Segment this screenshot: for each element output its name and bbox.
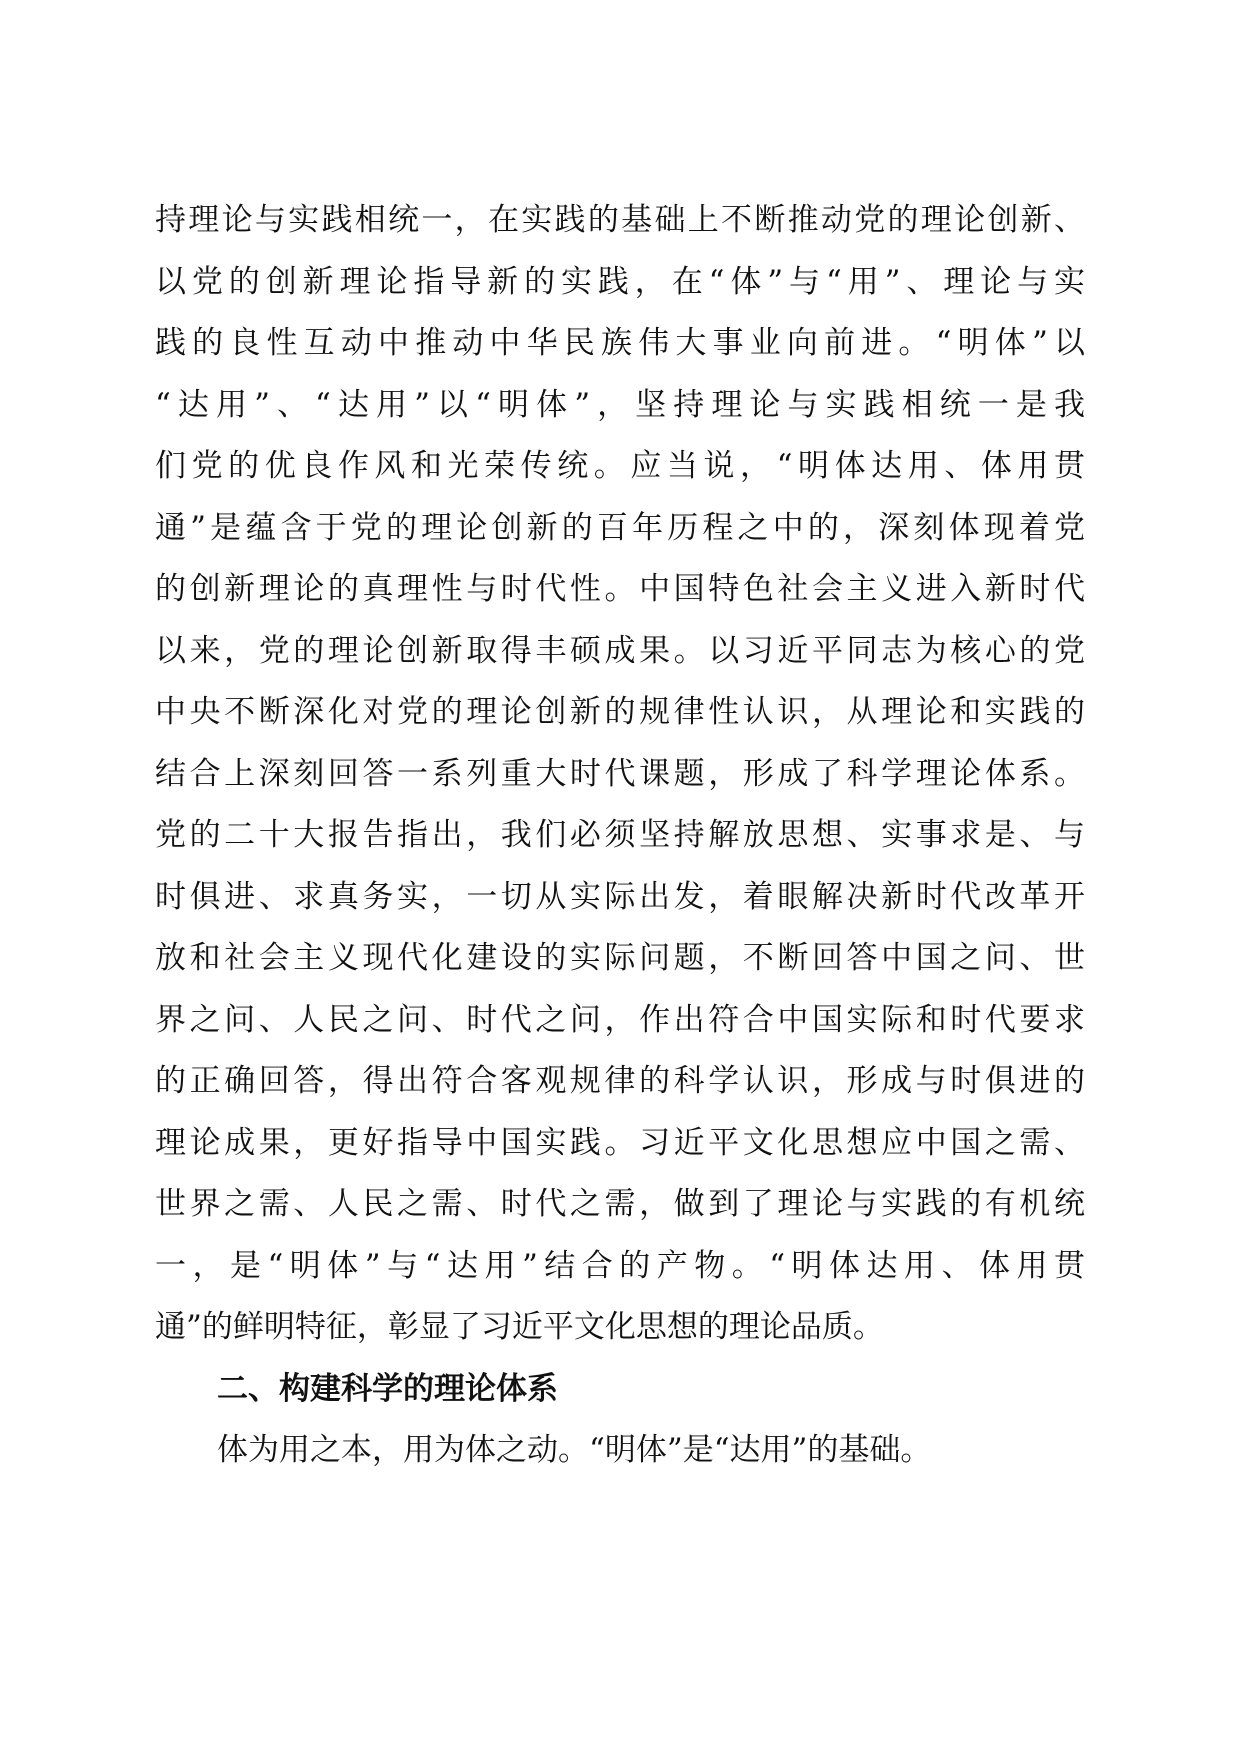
text-line: 时俱进、求真务实，一切从实际出发，着眼解决新时代改革开 (155, 878, 1085, 915)
text-line: 的正确回答，得出符合客观规律的科学认识，形成与时俱进的 (155, 1063, 1085, 1099)
text-line: 党的二十大报告指出，我们必须坚持解放思想、实事求是、与 (155, 817, 1085, 853)
section-heading: 二、构建科学的理论体系 (217, 1370, 558, 1407)
text-line: 理论成果，更好指导中国实践。习近平文化思想应中国之需、 (155, 1124, 1085, 1161)
text-line: 的创新理论的真理性与时代性。中国特色社会主义进入新时代 (155, 571, 1085, 607)
text-line: 界之问、人民之问、时代之问，作出符合中国实际和时代要求 (155, 1001, 1085, 1038)
text-line: 结合上深刻回答一系列重大时代课题，形成了科学理论体系。 (155, 755, 1085, 792)
text-line: 持理论与实践相统一，在实践的基础上不断推动党的理论创新、 (155, 202, 1085, 238)
text-line: 世界之需、人民之需、时代之需，做到了理论与实践的有机统 (155, 1186, 1085, 1222)
text-line: 们党的优良作风和光荣传统。应当说，“明体达用、体用贯 (155, 448, 1085, 484)
paragraph-first-line: 体为用之本，用为体之动。“明体”是“达用”的基础。 (217, 1432, 932, 1468)
text-line: 中央不断深化对党的理论创新的规律性认识，从理论和实践的 (155, 694, 1085, 730)
text-line: 放和社会主义现代化建设的实际问题，不断回答中国之问、世 (155, 940, 1085, 976)
text-line: 践的良性互动中推动中华民族伟大事业向前进。“明体”以 (155, 325, 1085, 361)
text-line: 以党的创新理论指导新的实践，在“体”与“用”、理论与实 (155, 263, 1085, 300)
text-line: 以来，党的理论创新取得丰硕成果。以习近平同志为核心的党 (155, 632, 1085, 669)
text-line: 通”是蕴含于党的理论创新的百年历程之中的，深刻体现着党 (155, 509, 1085, 546)
text-line: 通”的鲜明特征，彰显了习近平文化思想的理论品质。 (155, 1309, 884, 1345)
body-text (155, 190, 1085, 1482)
text-line: “达用”、“达用”以“明体”，坚持理论与实践相统一是我 (155, 386, 1085, 423)
text-line: 一，是“明体”与“达用”结合的产物。“明体达用、体用贯 (155, 1247, 1085, 1284)
